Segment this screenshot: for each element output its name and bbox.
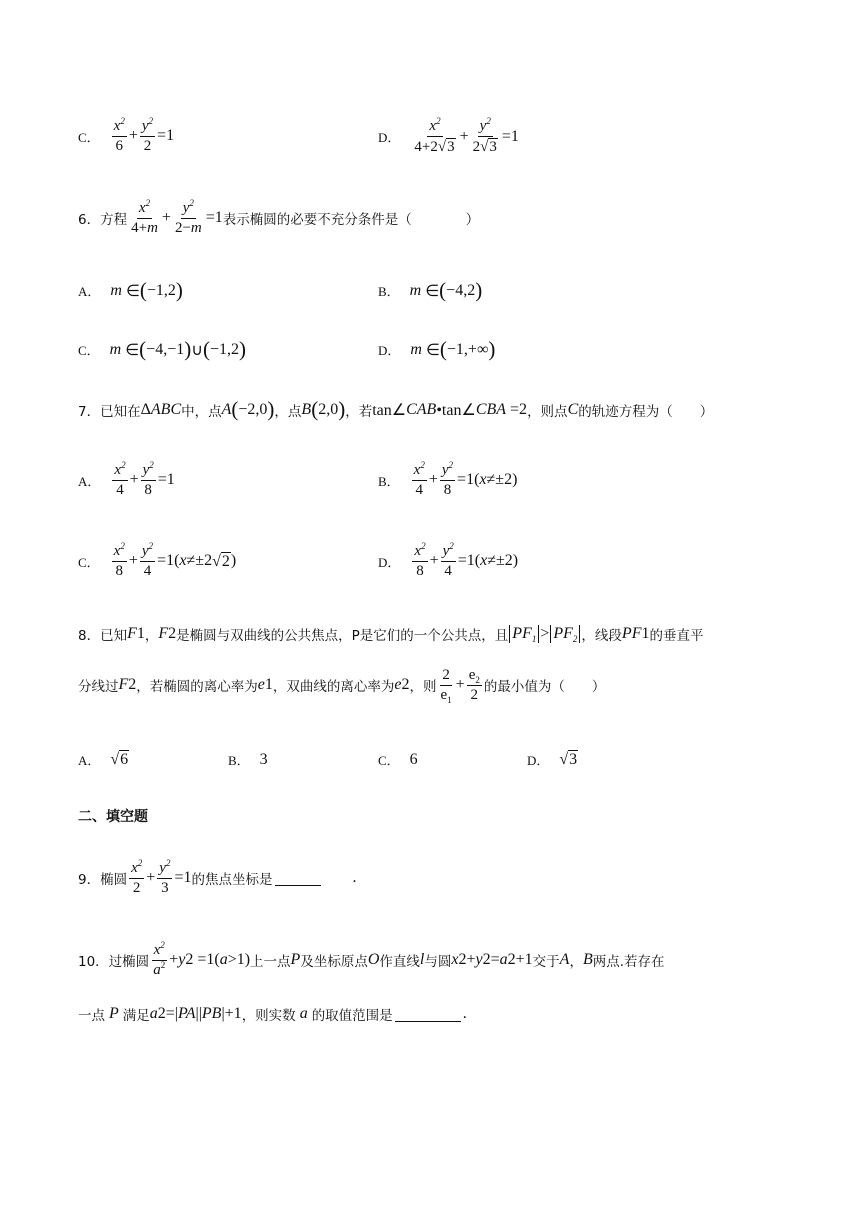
fraction: $\frac{x^2}{4+m}$ (131, 198, 158, 236)
q7-option-d[interactable]: D． $\frac{x^2}{8}$ + $\frac{y^2}{4}$ =1( x ≠±2) (378, 541, 519, 579)
q7-option-b[interactable]: B． $\frac{x^2}{4}$ + $\frac{y^2}{8}$ =1( x ≠±2) (378, 460, 518, 498)
q5-option-c[interactable]: C． $\frac{x^2}{6}$ + $\frac{y^2}{2}$ =1 (78, 116, 175, 154)
q8-option-b[interactable]: B． 3 (228, 750, 268, 768)
question-6: 6． 方程 $\frac{x^2}{4+m}$ + $\frac{y^2}{2-m}$ =1 表示椭圆的必要不充分条件是（ ） (78, 198, 480, 236)
question-10-line1: 10． 过椭圆 $\frac{x^2}{a^2}$ + y 2 =1( a >1) 上一点 P 及坐标原点 O 作直线 l 与圆 x 2 + y 2 = a 2 +1 交于 A ， B 两点.若存在 (78, 940, 665, 978)
answer-blank[interactable] (275, 871, 321, 886)
q6-option-d[interactable]: D． m ∈ ( −1,+∞ ) (378, 337, 496, 361)
option-label: C． (78, 129, 100, 145)
fraction: $\frac{x^2}{6}$ (113, 116, 125, 154)
fraction: $x^2$ 4+2 √ 3 (414, 116, 455, 155)
q8-option-d[interactable]: D． √ 3 (527, 751, 578, 768)
q7-option-a[interactable]: A． $\frac{x^2}{4}$ + $\frac{y^2}{8}$ =1 (78, 460, 175, 498)
question-7: 7． 已知在 Δ ABC 中，点 A ( −2,0 ) ，点 B ( 2,0 ) ，若 tan∠ CAB •tan∠ CBA =2 ，则点 C 的轨迹方程为（ ） (78, 397, 714, 421)
answer-blank[interactable] (395, 1007, 461, 1022)
question-8-line1: 8． 已知 F 1 ， F 2 是椭圆与双曲线的公共焦点，P是它们的一个公共点，且 $PF_1$ > $PF_2$ ，线段 PF 1 的垂直平 (78, 625, 704, 645)
q7-option-c[interactable]: C． $\frac{x^2}{8}$ + $\frac{y^2}{4}$ =1( x ≠±2 √ 2 ) (78, 541, 237, 579)
q6-option-c[interactable]: C． m ∈ ( −4,−1 ) ∪ ( −1,2 ) (78, 337, 246, 361)
q5-option-d[interactable]: D． $x^2$ 4+2 √ 3 + $y^2$ 2 √ 3 =1 (378, 116, 519, 155)
fraction: $y^2$ 2 √ 3 (472, 116, 497, 155)
section-title: 二、填空题 (78, 809, 148, 825)
q6-option-a[interactable]: A． m ∈ ( −1,2 ) (78, 278, 183, 302)
question-10-line2: 一点 P 满足 a 2 =| PA || PB |+1 ，则实数 a 的取值范围是 . (78, 1005, 467, 1024)
question-9: 9． 椭圆 $\frac{x^2}{2}$ + $\frac{y^2}{3}$ =1 的焦点坐标是 . (78, 858, 357, 896)
q8-option-c[interactable]: C． 6 (378, 750, 418, 768)
q8-option-a[interactable]: A． √ 6 (78, 751, 129, 768)
question-8-line2: 分线过 F 2 ，若椭圆的离心率为 e 1 ，双曲线的离心率为 e 2 ，则 $\frac{2}{e_1}$ + $\frac{e_2}{2}$ 的最小值为（ ） (78, 667, 606, 705)
option-label: D． (378, 130, 401, 145)
q6-option-b[interactable]: B． m ∈ ( −4,2 ) (378, 278, 483, 302)
fraction: $\frac{y^2}{2}$ (141, 116, 154, 154)
fraction: $\frac{y^2}{2-m}$ (174, 198, 202, 236)
